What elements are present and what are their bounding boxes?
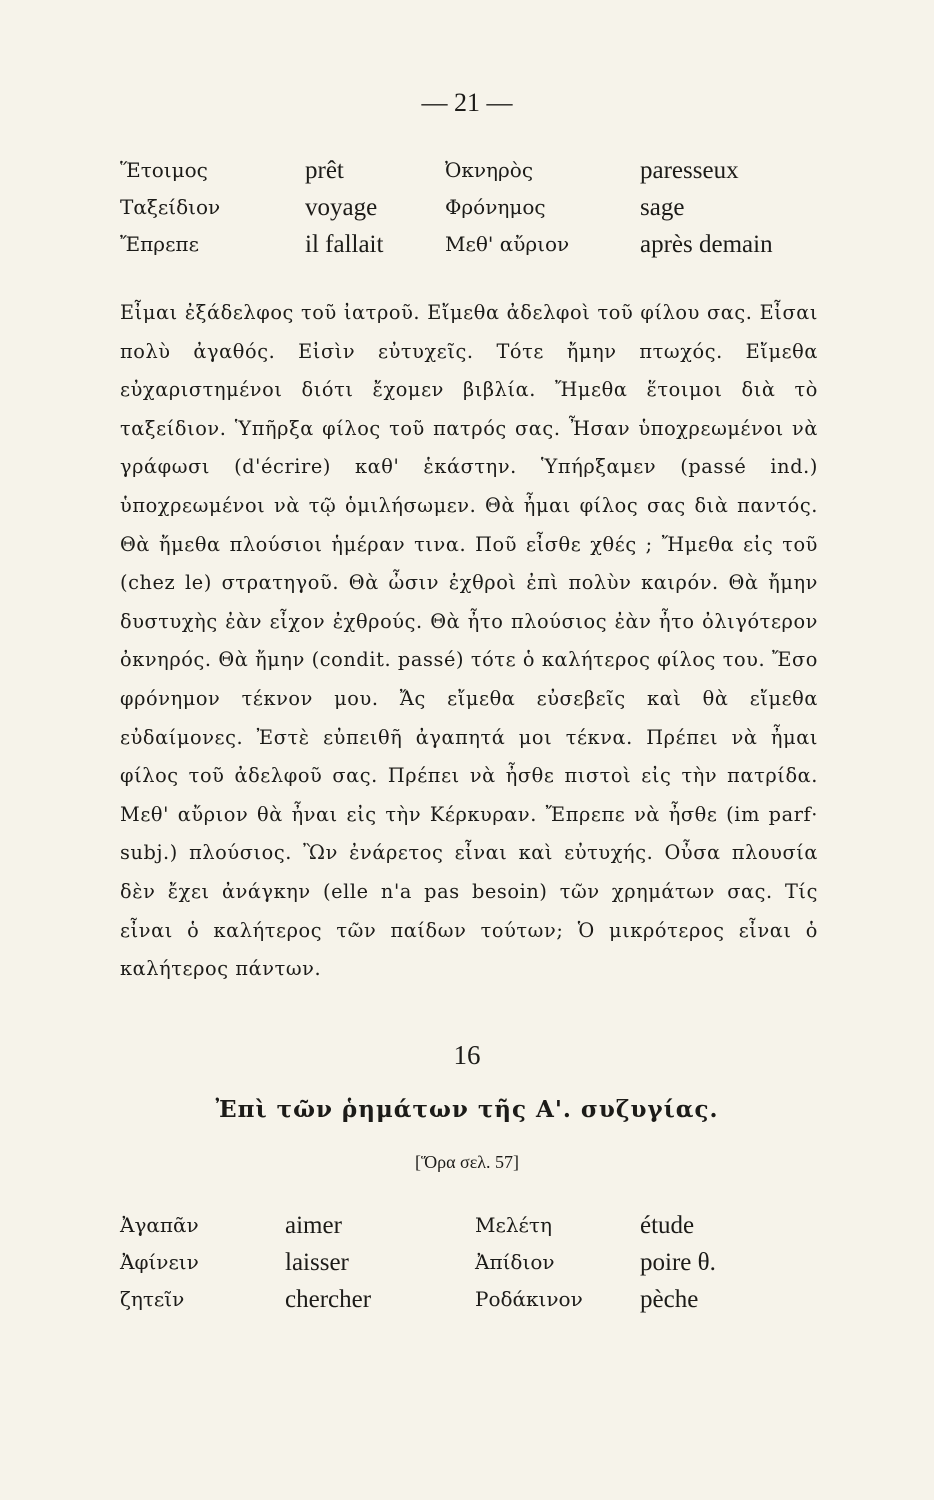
section-reference: [Ὅρα σελ. 57] [414,1152,520,1172]
section-number: 16 [453,1040,481,1070]
vocab-greek: Ἀγαπᾶν [120,1213,199,1237]
vocab-french: laisser [285,1249,349,1276]
exercise-paragraph: Εἶμαι ἐξάδελφος τοῦ ἰατροῦ. Εἴμεθα ἀδελφοὶ τοῦ φίλου σας. Εἶσαι πολὺ ἀγαθός. Εἰσὶν εὐτυχεῖς. Τότε ἤμην πτωχός. Εἴμεθα εὐχαριστημένοι διότι ἔχομεν βιβλία. Ἤμεθα ἕτοιμοι διὰ τὸ ταξείδιον. Ὑπῆρξα φίλος τοῦ πατρός σας. Ἦσαν ὑποχρεωμένοι νὰ γράφωσι (d'écrire) καθ' ἑκάστην. Ὑπήρξαμεν (passé ind.) ὑποχρεωμένοι νὰ τῷ ὁμιλήσωμεν. Θὰ ἦμαι φίλος σας διὰ παντός. Θὰ ἤμεθα πλούσιοι ἡμέραν τινα. Ποῦ εἶσθε χθές ; Ἤμεθα εἰς τοῦ (chez le) στρατηγοῦ. Θὰ ὦσιν ἐχθροὶ ἐπὶ πολὺν καιρόν. Θὰ ἤμην δυστυχὴς ἐὰν εἶχον ἐχθρούς. Θὰ ἦτο πλούσιος ἐὰν ἦτο ὀλιγότερον ὀκνηρός. Θὰ ἤμην (condit. passé) τότε ὁ καλήτερος φίλος του. Ἔσο φρόνημον τέκνον μου. Ἄς εἴμεθα εὐσεβεῖς καὶ θὰ εἴμεθα εὐδαίμονες. Ἐστὲ εὐπειθῆ ἀγαπητά μοι τέκνα. Πρέπει νὰ ἦμαι φίλος τοῦ ἀδελφοῦ σας. Πρέπει νὰ ἦσθε πιστοὶ εἰς τὴν πατρίδα. Μεθ' αὔριον θὰ ἦναι εἰς τὴν Κέρκυραν. Ἔπρεπε νὰ ἦσθε (im parf· subj.) πλούσιος. Ὢν ἐνάρετος εἶναι καὶ εὐτυχής. Οὖσα πλουσία δὲν ἔχει ἀνάγκην (elle n'a pas besoin) τῶν χρημάτων σας. Τίς εἶναι ὁ καλήτερος τῶν παίδων τούτων; Ὁ μικρότερος εἶναι ὁ καλήτερος πάντων. [120,301,818,981]
vocab-greek: Μελέτη [475,1213,552,1237]
vocab-table-top [120,155,820,260]
vocab-french: étude [640,1212,695,1239]
vocab-greek: Ἕτοιμος [120,158,208,182]
vocab-greek: Ταξείδιον [120,195,221,219]
vocab-french: chercher [285,1286,372,1313]
vocab-greek: Ροδάκινον [475,1287,583,1311]
vocab-french: voyage [305,194,378,221]
vocab-french: il fallait [305,231,384,258]
vocab-french: prêt [305,157,344,184]
vocab-french: pèche [640,1286,699,1313]
vocab-greek: Ἀπίδιον [475,1250,555,1274]
vocab-french: paresseux [640,157,739,184]
page-number: — 21 — [421,88,513,117]
vocab-french: poire θ. [640,1249,716,1276]
vocab-table-bottom [120,1210,820,1315]
vocab-greek: Ἔπρεπε [120,232,199,256]
section-title: Ἐπὶ τῶν ῥημάτων τῆς Α'. συζυγίας. [215,1096,719,1123]
vocab-greek: Μεθ' αὔριον [445,232,570,256]
vocab-french: aimer [285,1212,342,1239]
vocab-french: sage [640,194,685,221]
vocab-french: après demain [640,231,773,258]
vocab-greek: Ἀφίνειν [120,1250,199,1274]
vocab-greek: Φρόνημος [445,195,546,219]
vocab-greek: ζητεῖν [120,1287,185,1311]
vocab-greek: Ὀκνηρὸς [445,158,534,182]
